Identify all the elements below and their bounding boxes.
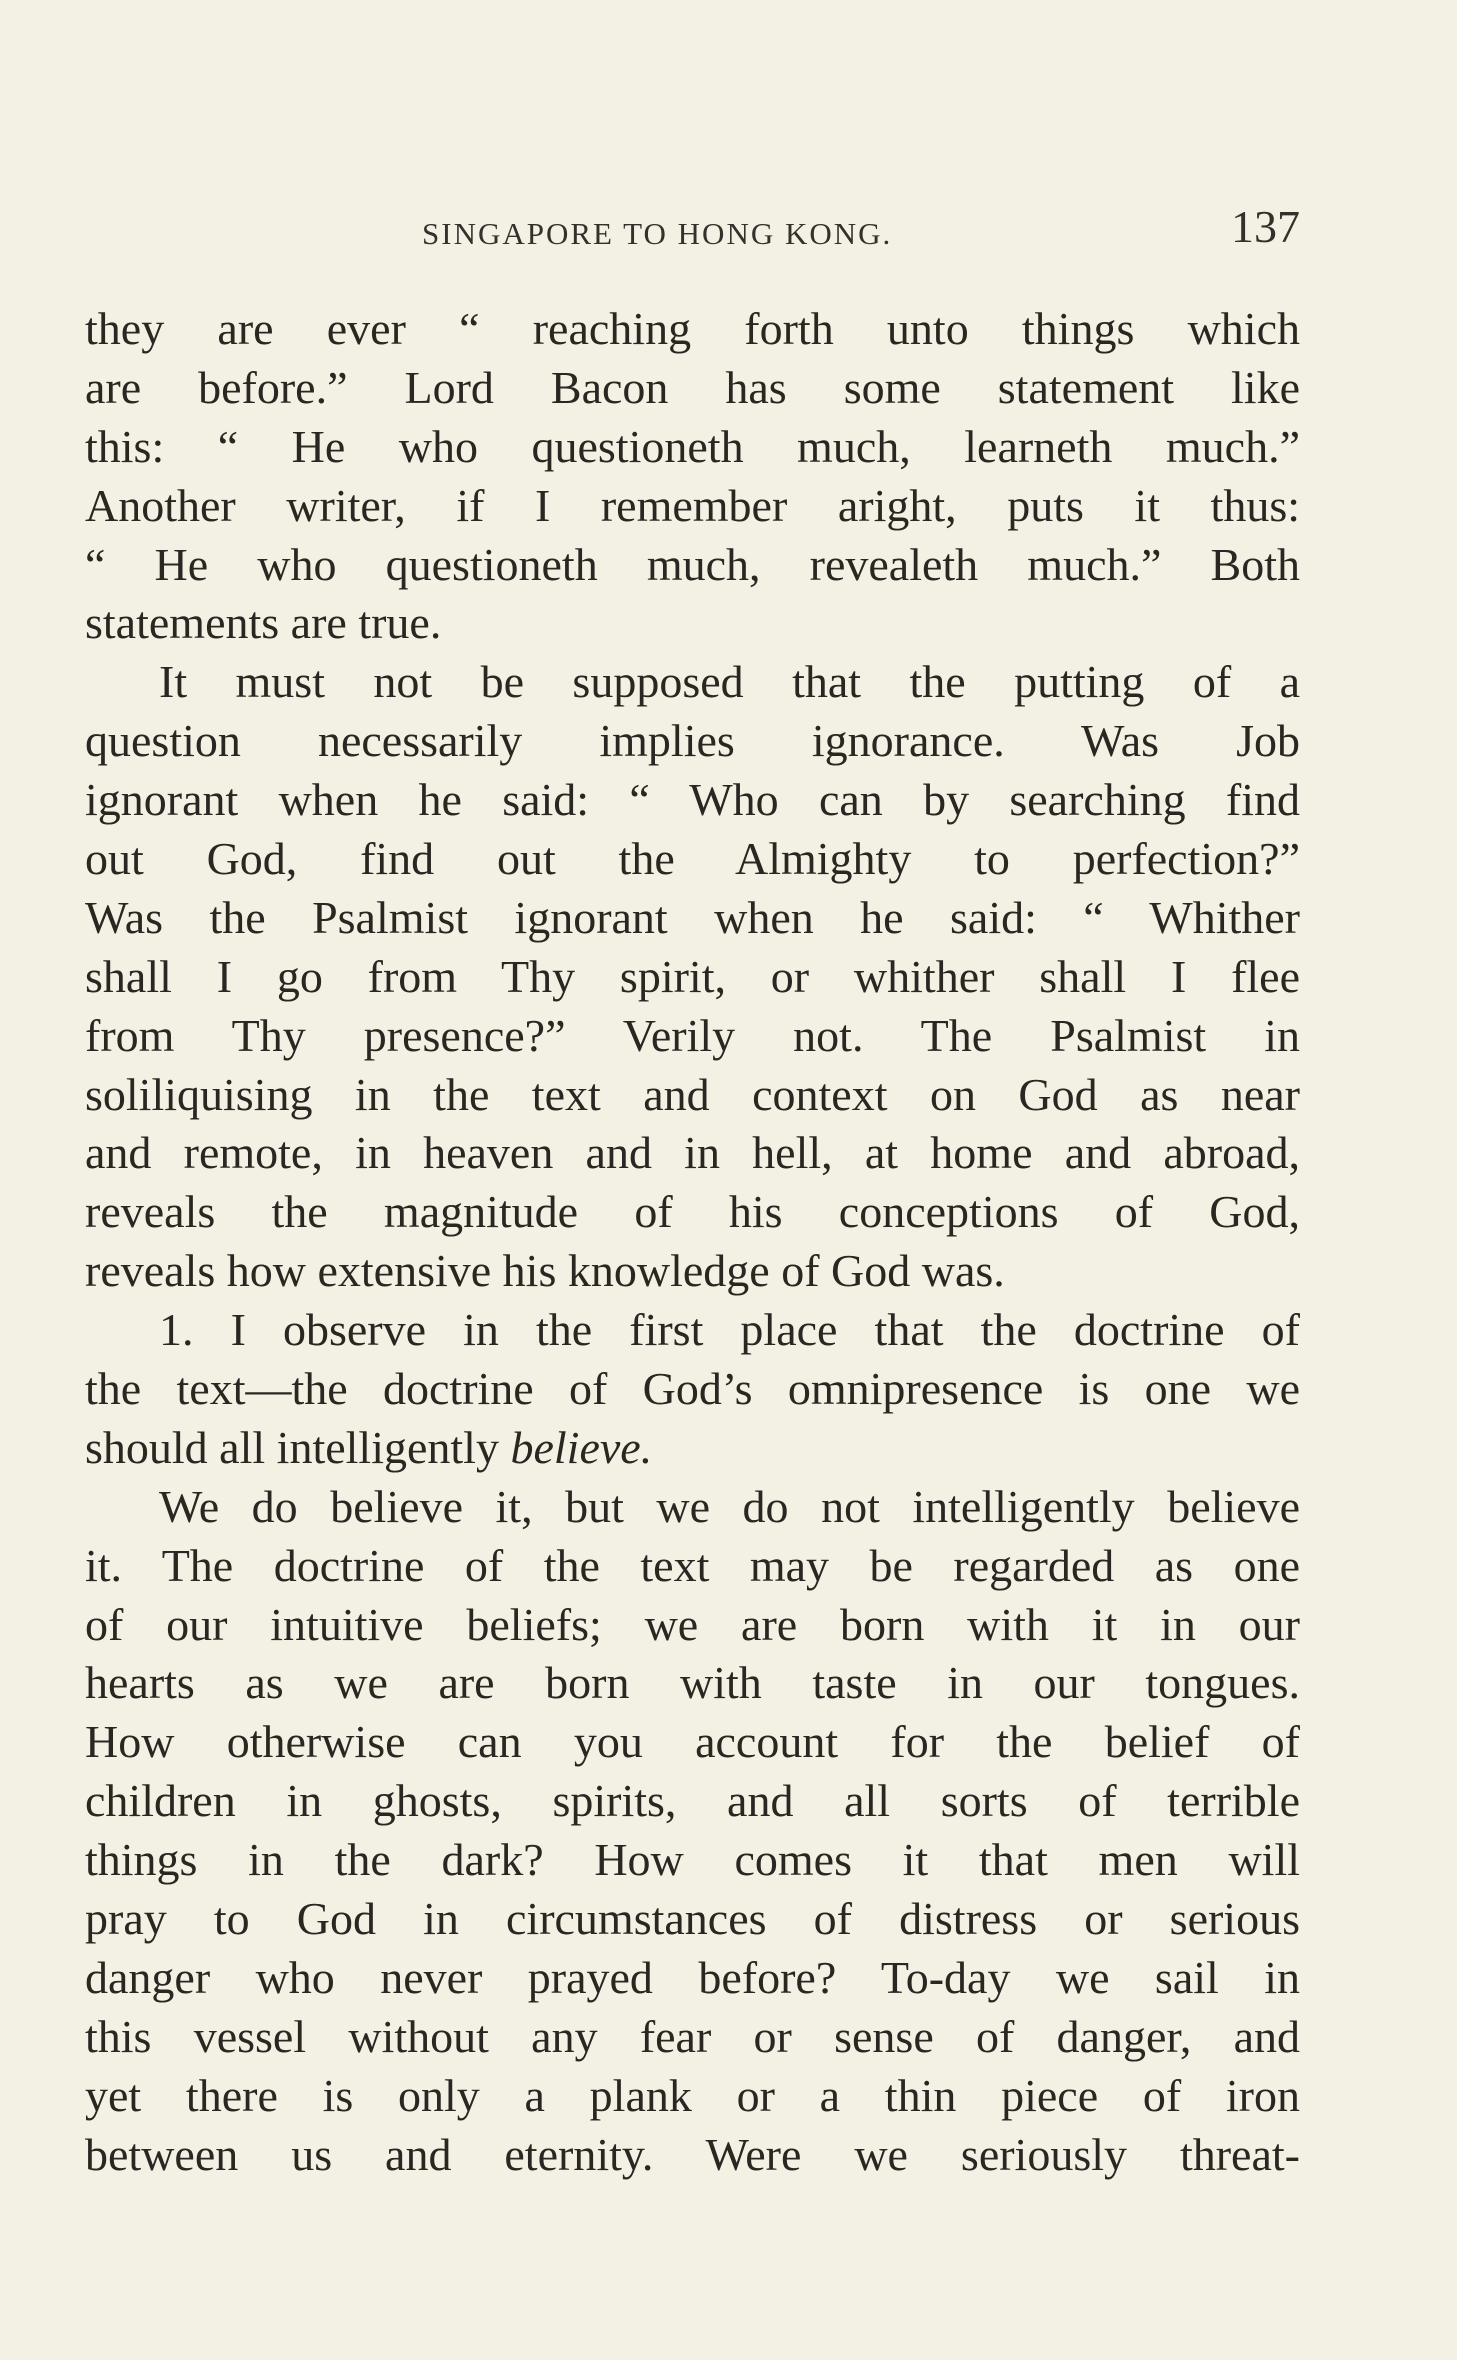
text-line [85,1360,1300,1419]
text-line-content: Another writer, if I remember aright, puts it thus: [85,479,1300,531]
text-line-content: children in ghosts, spirits, and all sorts of terrible [85,1775,1300,1827]
text-line [85,771,1300,830]
text-line [85,359,1300,418]
text-line [85,594,1300,653]
text-line-content: statements are true. [85,597,442,649]
text-line [85,889,1300,948]
running-head: SINGAPORE TO HONG KONG. [422,216,893,251]
text-line-content: We do believe it, but we do not intelligently believe [159,1480,1300,1532]
text-line-content: from Thy presence?” Verily not. The Psalmist in [85,1009,1300,1061]
page-number: 137 [1231,201,1300,252]
text-line-content: ignorant when he said: “ Who can by searching find [85,774,1300,826]
text-line [85,2067,1300,2126]
text-line-content: out God, find out the Almighty to perfection?” [85,833,1300,885]
text-line [85,1890,1300,1949]
page-header [85,196,1300,256]
text-line [85,2008,1300,2067]
text-line [85,1537,1300,1596]
text-line-content: this: “ He who questioneth much, learneth much.” [85,420,1300,472]
text-line-content: danger who never prayed before? To-day we sail in [85,1951,1300,2003]
text-line [85,1654,1300,1713]
text-line-content: It must not be supposed that the putting of a [159,656,1300,708]
text-line-content: reveals the magnitude of his conceptions of God, [85,1186,1300,1238]
text-line-content: between us and eternity. Were we seriously threat- [85,2128,1300,2180]
text-line-content: of our intuitive beliefs; we are born with it in our [85,1598,1300,1650]
text-line [85,1831,1300,1890]
text-line [85,1124,1300,1183]
text-line [85,1713,1300,1772]
text-line-content: should all intelligently [85,1421,511,1473]
text-line-content: are before.” Lord Bacon has some statement like [85,361,1300,413]
text-line-content: hearts as we are born with taste in our tongues. [85,1657,1300,1709]
text-line [85,1772,1300,1831]
text-line [85,1596,1300,1655]
text-line [85,948,1300,1007]
text-line-content: 1. I observe in the first place that the doctrine of [159,1304,1300,1356]
text-line-content: and remote, in heaven and in hell, at home and abroad, [85,1127,1300,1179]
text-line-content: things in the dark? How comes it that men will [85,1834,1300,1886]
text-line-content: shall I go from Thy spirit, or whither shall I flee [85,950,1300,1002]
italic-emphasis: believe. [510,1421,653,1473]
text-line [85,1949,1300,2008]
text-line-content: Was the Psalmist ignorant when he said: “ Whither [85,891,1300,943]
text-line-content: yet there is only a plank or a thin piece of iron [85,2069,1300,2121]
text-line-content: question necessarily implies ignorance. Was Job [85,715,1300,767]
text-line-content: they are ever “ reaching forth unto things which [85,303,1300,354]
text-line [85,1301,1300,1360]
text-line-content: How otherwise can you account for the belief of [85,1716,1300,1768]
text-line [85,653,1300,712]
text-line [85,300,1300,359]
text-line-content: the text—the doctrine of God’s omnipresence is one we [85,1363,1300,1415]
text-line [85,1478,1300,1537]
text-line [85,1419,1300,1478]
text-line [85,1183,1300,1242]
text-line [85,1242,1300,1301]
text-line-content: soliliquising in the text and context on God as near [85,1068,1300,1120]
text-line-content: “ He who questioneth much, revealeth much.” Both [85,538,1300,590]
text-line [85,418,1300,477]
text-line [85,712,1300,771]
text-line [85,536,1300,595]
body-text [85,300,1300,2185]
text-line-content: pray to God in circumstances of distress or serious [85,1893,1300,1945]
text-line [85,477,1300,536]
text-line [85,2126,1300,2185]
text-line-content: it. The doctrine of the text may be regarded as one [85,1539,1300,1591]
text-line-content: this vessel without any fear or sense of danger, and [85,2010,1300,2062]
text-line [85,830,1300,889]
text-line-content: reveals how extensive his knowledge of God was. [85,1245,1005,1297]
text-line [85,1007,1300,1066]
text-line [85,1066,1300,1125]
